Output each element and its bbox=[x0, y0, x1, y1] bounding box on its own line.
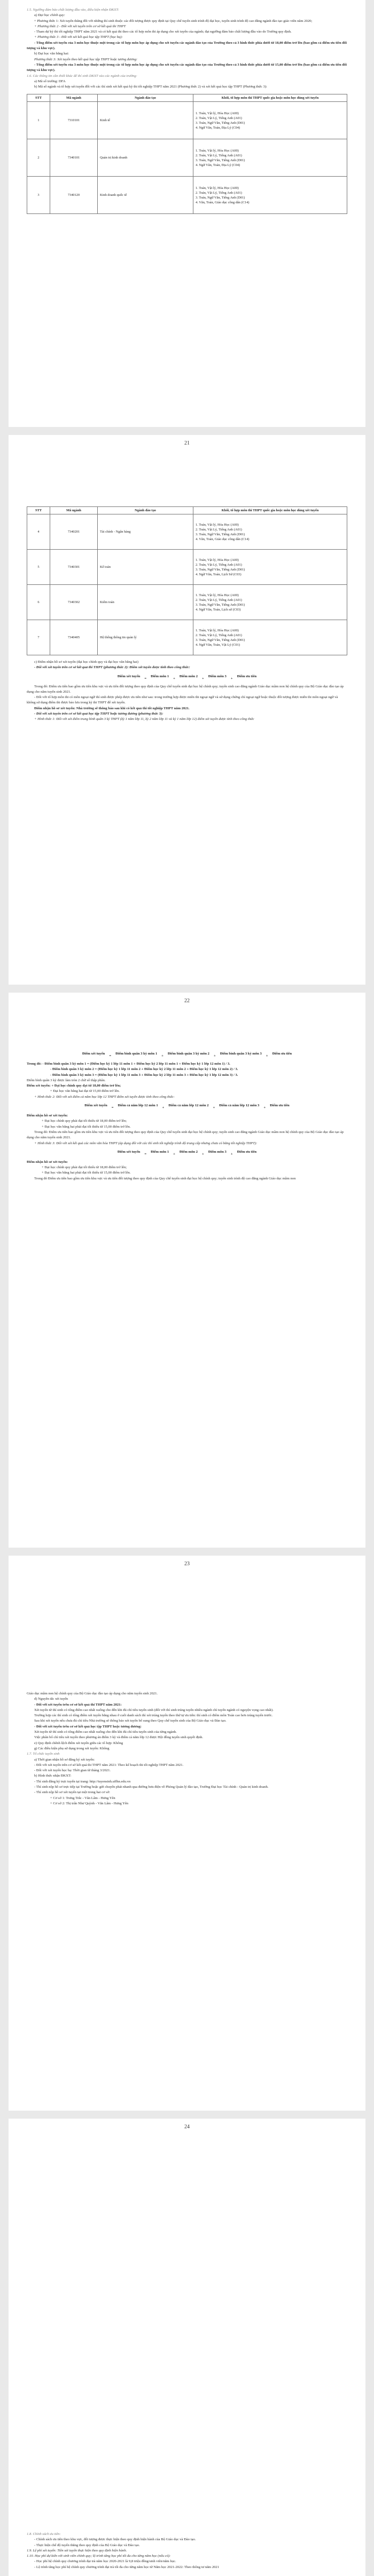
table-cell: Quản trị kinh doanh bbox=[98, 139, 193, 177]
paragraph: Trường hợp các thí sinh có tổng điểm xét tuyển bằng nhau ở cuối danh sách thì xét trúng tuyển theo thứ tự ưu tiên: thí sinh có điểm môn Toán cao hơn trúng tuyển trước. bbox=[34, 1714, 273, 1718]
paragraph: - Điểm bình quân 3 kỳ môn 2 = (Điểm học kỳ 1 lớp 11 môn 2 + Điểm học kỳ 2 lớp 11 môn 2 + Điểm học kỳ 1 lớp 12 môn 2) / 3. bbox=[50, 1067, 238, 1072]
paragraph: d) Nguyên tắc xét tuyển bbox=[34, 1697, 68, 1701]
table-cell: Kế toán bbox=[98, 550, 193, 585]
formula-term bbox=[219, 1103, 259, 1108]
paragraph: + Đại học văn bằng hai đạt từ 15,00 điểm trở lên. bbox=[50, 1089, 120, 1093]
paragraph: - Đối với xét tuyển học bạ: Thời gian từ tháng 3/2021. bbox=[34, 1769, 111, 1773]
formula-operator: + bbox=[202, 676, 204, 680]
combo-line: 2. Toán, Vật Lý, Tiếng Anh (A01) bbox=[196, 562, 242, 567]
formula-term bbox=[84, 1103, 107, 1108]
formula-operator: + bbox=[230, 1152, 233, 1156]
table-cell bbox=[193, 139, 347, 177]
document-page-3 bbox=[9, 993, 365, 1548]
paragraph: - Chính sách ưu tiên theo khu vực, đối tượng được thực hiện theo quy định hiện hành của Bộ Giáo dục và Đào tạo. bbox=[34, 2538, 196, 2542]
combo-line: 2. Toán, Vật Lý, Tiếng Anh (A01) bbox=[196, 153, 242, 157]
paragraph: + Hình thức 2: Đối với xét điểm cả năm học lớp 12 THPT điểm xét tuyển được tính theo công thức: bbox=[34, 1095, 175, 1099]
formula-operator: + bbox=[162, 1106, 165, 1110]
table-header: Ngành đào tạo bbox=[98, 507, 193, 514]
combo-line: 2. Toán, Vật Lý, Tiếng Anh (A01) bbox=[196, 633, 242, 637]
paragraph: 1.10. Học phí dự kiến với sinh viên chính quy; lộ trình tăng học phí tối đa cho từng năm học (nếu có): bbox=[27, 2554, 171, 2558]
paragraph: - Tổng điểm xét tuyển của 3 môn học thuộc một trong các tổ hợp môn học áp dụng cho xét tuyển các ngành đào tạo của Trường theo cả 3 hình thức phía dưới từ 18,00 điểm trở lên (bao gồm cả điểm ưu tiên đối tượng và khu vực). bbox=[27, 41, 347, 51]
formula-operator: = bbox=[111, 1106, 114, 1110]
formula bbox=[27, 1103, 347, 1110]
formula-term bbox=[168, 1103, 208, 1108]
paragraph: Trong đó Điểm ưu tiên bao gồm ưu tiên khu vực và ưu tiên đối tượng theo quy định của Quy chế tuyển sinh đại học hệ chính quy; tuyển sinh trình độ cao đẳng ngành Giáo dục mầm non bbox=[34, 1176, 296, 1180]
paragraph: - Lộ trình tăng học phí hệ chính quy chương trình đại trà tối đa cho từng năm học từ Năm học 2021-2022: Theo thông tư năm 2021 bbox=[34, 2565, 220, 2569]
section-heading: 1.5. Ngưỡng đảm bảo chất lượng đầu vào, điều kiện nhận ĐKXT: bbox=[27, 8, 119, 12]
table-header: Khối, tổ hợp môn thi THPT quốc gia hoặc môn học dùng xét tuyển bbox=[193, 94, 347, 102]
combo-line: 3. Toán, Ngữ Văn, Tiếng Anh (D01) bbox=[196, 195, 245, 200]
paragraph: - Tham dự kỳ thi tốt nghiệp THPT năm 2021 và có kết quả thi theo các tổ hợp môn thi áp dụng cho xét tuyển của ngành; đạt ngưỡng đảm bảo chất lượng đầu vào do Trường quy định. bbox=[34, 30, 292, 34]
table-header: Mã ngành bbox=[50, 94, 98, 102]
table-cell: 7 bbox=[27, 620, 50, 655]
paragraph: Trong đó: - Điểm bình quân 3 kỳ môn 1 = (Điểm học kỳ 1 lớp 11 môn 1 + Điểm học kỳ 2 lớp 11 môn 1 + Điểm học kỳ 1 lớp 12 môn 1) / 3. bbox=[27, 1062, 230, 1066]
combo-line: 1. Toán, Vật lý, Hóa Học (A00) bbox=[196, 111, 239, 115]
table-cell: 7340405 bbox=[50, 620, 98, 655]
table-cell bbox=[193, 102, 347, 139]
page-number: 23 bbox=[184, 1561, 190, 1567]
formula-term bbox=[272, 1051, 292, 1056]
paragraph: - Đối với xét tuyển trên cơ sở kết quả thi THPT năm 2021: Theo kế hoạch thi tốt nghiệp THPT năm 2021. bbox=[34, 1763, 184, 1767]
formula-operator: + bbox=[266, 1054, 268, 1058]
table-row bbox=[27, 585, 347, 620]
formula-term bbox=[118, 1150, 140, 1154]
paragraph: - Thí sinh nộp hồ sơ trực tiếp tại Trường hoặc gửi chuyển phát nhanh qua đường bưu điện về Phòng Quản lý đào tạo, Trường Đại học Tài chính - Quản trị kinh doanh. bbox=[34, 1785, 269, 1789]
table-row bbox=[27, 102, 347, 139]
combo-line: 1. Toán, Vật lý, Hóa Học (A00) bbox=[196, 593, 239, 597]
paragraph: + Phương thức 1: Xét tuyển thẳng đối với những thí sinh thuộc các đối tượng được quy định tại Quy chế tuyển sinh trình độ đại học, tuyển sinh trình độ cao đẳng ngành đào tạo giáo viên năm 2020; bbox=[34, 19, 313, 23]
formula-term-label: Điểm xét tuyển bbox=[84, 1104, 107, 1108]
paragraph: e) Quy định chênh lệch điểm xét tuyển giữa các tổ hợp: Không bbox=[34, 1741, 123, 1745]
paragraph: - Thực hiện chế độ tuyển thẳng theo quy định của Bộ Giáo dục và Đào tạo. bbox=[34, 2543, 140, 2547]
paragraph: + Đại học văn bằng hai phải đạt tối thiểu từ 15,00 điểm trở lên. bbox=[42, 1124, 131, 1129]
paragraph: + Phương thức 2 - Đối với xét tuyển trên cơ sở kết quả thi THPT bbox=[34, 24, 126, 28]
paragraph: c) Điểm nhận hồ sơ xét tuyển (đại học chính quy và đại học văn bằng hai) bbox=[34, 660, 139, 664]
formula-term-label: Điểm môn 3 bbox=[208, 1150, 227, 1154]
formula-term bbox=[151, 674, 169, 679]
table-row bbox=[27, 177, 347, 214]
combo-line: 4. Ngữ Văn, Toán, Lịch sử (C03) bbox=[196, 607, 241, 612]
paragraph: Phương thức 3: Xét tuyển theo kết quả học tập THPT hoặc tương đương: bbox=[34, 57, 138, 61]
formula-term bbox=[151, 1150, 169, 1154]
formula-operator: + bbox=[263, 1106, 266, 1110]
combo-line: 1. Toán, Vật lý, Hóa Học (A00) bbox=[196, 522, 239, 527]
table-cell: 7340302 bbox=[50, 585, 98, 620]
paragraph: - Đối với xét tuyển trên cơ sở kết quả thi THPT năm 2021: bbox=[34, 1702, 122, 1707]
paragraph: + Phương thức 3 - Đối với xét kết quả học tập THPT (học bạ): bbox=[34, 35, 123, 39]
paragraph: g) Các điều kiện phụ sử dụng trong xét tuyển: Không bbox=[34, 1746, 110, 1750]
formula-term-label: Điểm môn 1 bbox=[151, 1150, 169, 1154]
majors-table bbox=[27, 94, 347, 214]
paragraph: - Đối với tổ hợp môn thi có môn ngoại ngữ thí sinh được phép được ưu tiên như sau: trong trường hợp được miễn thi ngoại ngữ và sử dụng chứng chỉ ngoại ngữ hoặc thuộc đối tượng được miễn thi môn ngoại ngữ và không sử dụng điểm thi được bảo lưu trong kỳ thi THPT để xét tuyển. bbox=[27, 695, 338, 705]
table-cell bbox=[193, 585, 347, 620]
formula-term-label: Điểm môn 2 bbox=[179, 1150, 198, 1154]
formula-term bbox=[208, 674, 227, 679]
combo-line: 1. Toán, Vật lý, Hóa Học (A00) bbox=[196, 148, 239, 153]
formula-term bbox=[270, 1103, 290, 1108]
combo-line: 1. Toán, Vật lý, Hóa Học (A00) bbox=[196, 186, 239, 190]
formula-term-label: Điểm cả năm lớp 12 môn 3 bbox=[219, 1104, 260, 1108]
table-cell: 5 bbox=[27, 550, 50, 585]
combo-line: 2. Toán, Vật Lý, Tiếng Anh (A01) bbox=[196, 116, 242, 120]
formula-term-label: Điểm xét tuyển bbox=[117, 1150, 141, 1154]
paragraph: + Cơ sở 1: Trưng Trắc - Văn Lâm - Hưng Yên bbox=[50, 1796, 115, 1800]
paragraph: Điểm xét tuyển: + Đại học chính quy đạt từ 18,00 điểm trở lên; bbox=[27, 1084, 121, 1088]
page-number: 22 bbox=[184, 998, 190, 1004]
table-row bbox=[27, 139, 347, 177]
paragraph: a) Thời gian nhận hồ sơ đăng ký xét tuyển: bbox=[34, 1757, 95, 1762]
table-header: Mã ngành bbox=[50, 507, 98, 514]
paragraph: - Học phí hệ chính quy chương trình đại trà năm học 2020-2021 là 9,8 triệu đồng/sinh viên/năm học. bbox=[34, 2559, 176, 2564]
paragraph: Việc phân bổ chỉ tiêu xét tuyển theo phương án điểm 3 kỳ và điểm cả năm lớp 12 được Hội đồng tuyển sinh quyết định. bbox=[34, 1735, 204, 1740]
formula-term-label: Điểm ưu tiên bbox=[237, 1150, 257, 1154]
table-cell: Kinh tế bbox=[98, 102, 193, 139]
paragraph: Điểm nhận hồ sơ xét tuyển: bbox=[27, 1160, 68, 1164]
table-header: Ngành đào tạo bbox=[98, 94, 193, 102]
paragraph: b) Hình thức nhận ĐKXT: bbox=[34, 1774, 72, 1778]
formula-operator: = bbox=[109, 1054, 112, 1058]
table-cell: 7340201 bbox=[50, 514, 98, 550]
table-cell: 6 bbox=[27, 585, 50, 620]
combo-line: 4. Văn, Toán, Giáo dục công dân (C14) bbox=[196, 537, 250, 541]
combo-line: 4. Văn, Toán, Giáo dục công dân (C14) bbox=[196, 200, 250, 204]
table-cell: 7340301 bbox=[50, 550, 98, 585]
combo-line: 3. Toán, Ngữ Văn, Tiếng Anh (D01) bbox=[196, 567, 245, 572]
paragraph: a) Đại học chính quy: bbox=[34, 13, 65, 18]
section-heading: 1.8. Chính sách ưu tiên: bbox=[27, 2532, 61, 2536]
formula-term-label: Điểm bình quân 3 kỳ môn 3 bbox=[220, 1052, 262, 1056]
section-heading: 1.6. Các thông tin cần thiết khác để thí sinh DKXT vào các ngành của trường: bbox=[27, 74, 137, 78]
formula bbox=[27, 1051, 347, 1058]
table-cell: Tài chính - Ngân hàng bbox=[98, 514, 193, 550]
paragraph: Trong đó: Điểm ưu tiên bao gồm ưu tiên khu vực và ưu tiên đối tượng theo quy định của Quy chế tuyển sinh đại học hệ chính quy; tuyển sinh cao đẳng ngành Giáo dục mầm non hệ chính quy của Bộ Giáo dục đào tạo áp dụng cho năm tuyển sinh 2021. bbox=[27, 684, 344, 694]
table-header: STT bbox=[27, 507, 50, 514]
paragraph: + Hình thức 1: Đối với xét điểm trung bình quân 3 kỳ THPT (kỳ 1 năm lớp 11, kỳ 2 năm lớp 11 và kỳ 1 năm lớp 12) điểm xét tuyển được tính theo công thức bbox=[34, 717, 254, 722]
formula-term-label: Điểm cả năm lớp 12 môn 1 bbox=[118, 1104, 158, 1108]
formula-term-label: Điểm môn 2 bbox=[179, 674, 198, 678]
paragraph: Xét tuyển từ thí sinh có tổng điểm cao nhất xuống cho đến khi đủ chỉ tiêu tuyển sinh (đối với thí sinh trúng tuyển nhiều ngành chỉ tuyển ngành có nguyện vọng cao nhất). bbox=[34, 1708, 274, 1712]
formula-term-label: Điểm ưu tiên bbox=[237, 674, 257, 678]
formula-operator: + bbox=[202, 1152, 204, 1156]
document-page-1 bbox=[9, 0, 365, 427]
combo-line: 3. Toán, Ngữ Văn, Tiếng Anh (D01) bbox=[196, 603, 245, 607]
formula-operator: = bbox=[144, 676, 147, 680]
formula-term-label: Điểm môn 3 bbox=[208, 674, 227, 678]
table-cell: 7340120 bbox=[50, 177, 98, 214]
paragraph: + Đại học chính quy phải đạt tối thiểu từ 18,00 điểm trở lên; bbox=[42, 1119, 127, 1123]
formula-term-label: Điểm ưu tiên bbox=[270, 1104, 290, 1108]
formula-operator: = bbox=[144, 1152, 147, 1156]
paragraph: Trong đó: Điểm ưu tiên bao gồm ưu tiên khu vực và ưu tiên đối tượng theo quy định của Quy chế tuyển sinh đại học hệ chính quy; tuyển sinh cao đẳng ngành Giáo dục mầm non hệ chính quy của Bộ Giáo dục đào tạo áp dụng cho năm tuyển sinh 2021. bbox=[27, 1130, 344, 1140]
table-cell: 2 bbox=[27, 139, 50, 177]
paragraph: Xét tuyển từ thí sinh có tổng điểm cao nhất xuống cho đến khi đủ chỉ tiêu tuyển sinh của từng ngành. bbox=[34, 1730, 177, 1734]
combo-line: 3. Toán, Ngữ Văn, Tiếng Anh (D01) bbox=[196, 638, 245, 642]
formula-term bbox=[82, 1051, 105, 1056]
combo-line: 2. Toán, Vật Lý, Tiếng Anh (A01) bbox=[196, 191, 242, 195]
paragraph: - Tổng điểm xét tuyển của 3 môn học thuộc một trong các tổ hợp môn học áp dụng cho xét tuyển các ngành đào tạo của Trường theo cả 3 hình thức phía dưới từ 15,00 điểm trở lên (bao gồm cả điểm ưu tiên đối tượng và khu vực). bbox=[27, 62, 347, 73]
combo-line: 4. Ngữ Văn, Toán, Địa Lý (C04) bbox=[196, 163, 240, 167]
formula-term-label: Điểm bình quân 3 kỳ môn 2 bbox=[167, 1052, 209, 1056]
formula-term-label: Điểm cả năm lớp 12 môn 2 bbox=[168, 1104, 209, 1108]
section-heading: 1.7. Tổ chức tuyển sinh bbox=[27, 1752, 60, 1756]
table-cell: Kiểm toán bbox=[98, 585, 193, 620]
paragraph: b) Mã số ngành và tổ hợp xét tuyển đối với các thí sinh xét kết quả kỳ thi tốt nghiệp THPT năm 2021 (Phương thức 2) và xét kết quả học tập THPT (Phương thức 3): bbox=[34, 85, 267, 89]
combo-line: 4. Ngữ Văn, Toán, Địa Lý (C04) bbox=[196, 125, 240, 130]
formula-term bbox=[118, 674, 140, 679]
combo-line: 1. Toán, Vật lý, Hóa Học (A00) bbox=[196, 628, 239, 632]
formula-term bbox=[118, 1103, 158, 1108]
paragraph: Điểm bình quân 3 kỳ được làm tròn 2 chữ số thập phân. bbox=[27, 1078, 106, 1082]
paragraph: - Điểm bình quân 3 kỳ môn 3 = (Điểm học kỳ 1 lớp 11 môn 3 + Điểm học kỳ 2 lớp 11 môn 3 + Điểm học kỳ 1 lớp 12 môn 3) / 3. bbox=[50, 1073, 238, 1077]
formula-term bbox=[180, 1150, 198, 1154]
paragraph: + Cơ sở 2: Thị trấn Như Quỳnh - Văn Lâm - Hưng Yên bbox=[50, 1801, 129, 1805]
table-cell: 3 bbox=[27, 177, 50, 214]
formula-term bbox=[180, 674, 198, 679]
combo-line: 3. Toán, Ngữ Văn, Tiếng Anh (D01) bbox=[196, 158, 245, 162]
paragraph: - Thí sinh nộp hồ sơ xét tuyển tại một trong hai cơ sở: bbox=[34, 1790, 111, 1795]
formula-operator: + bbox=[161, 1054, 163, 1058]
table-header: STT bbox=[27, 94, 50, 102]
combo-line: 2. Toán, Vật Lý, Tiếng Anh (A01) bbox=[196, 527, 242, 532]
formula-term bbox=[237, 1150, 257, 1154]
formula-term-label: Điểm ưu tiên bbox=[272, 1052, 292, 1056]
formula-operator: + bbox=[230, 676, 233, 680]
document-page-4 bbox=[9, 1556, 365, 2111]
formula-term-label: Điểm bình quân 3 kỳ môn 1 bbox=[115, 1052, 158, 1056]
formula-operator: + bbox=[213, 1054, 216, 1058]
paragraph: a) Mã số trường: DFA bbox=[34, 79, 66, 83]
formula-term bbox=[208, 1150, 227, 1154]
paragraph: b) Đại học văn bằng hai: bbox=[34, 52, 69, 56]
formula bbox=[27, 674, 347, 681]
table-row bbox=[27, 620, 347, 655]
table-header: Khối, tổ hợp môn thi THPT quốc gia hoặc môn học dùng xét tuyển bbox=[193, 507, 347, 514]
combo-line: 4. Ngữ Văn, Toán, Vật Lý (C01) bbox=[196, 643, 240, 647]
formula-term bbox=[237, 674, 257, 679]
table-cell: 7310101 bbox=[50, 102, 98, 139]
table-row bbox=[27, 514, 347, 550]
table-cell: Hệ thống thông tin quản lý bbox=[98, 620, 193, 655]
table-cell: 7340101 bbox=[50, 139, 98, 177]
table-cell bbox=[193, 620, 347, 655]
table-cell: 4 bbox=[27, 514, 50, 550]
document-page-2 bbox=[9, 435, 365, 985]
paragraph: - Đối với xét tuyển trên cơ sở kết quả học tập THPT hoặc tương đương: bbox=[34, 1724, 142, 1729]
table-cell bbox=[193, 514, 347, 550]
page-number: 24 bbox=[184, 2124, 190, 2130]
table-cell bbox=[193, 177, 347, 214]
table-cell: 1 bbox=[27, 102, 50, 139]
paragraph: 1.9. Lệ phí xét tuyển: Tiền xét tuyển thực hiện theo quy định hiện hành. bbox=[27, 2548, 127, 2553]
paragraph: + Hình thức 3: Đối với xét kết quả các môn văn hóa THPT (áp dụng đối với các thí sinh tốt nghiệp trình độ trung cấp nhưng chưa có bằng tốt nghiệp THPT): bbox=[34, 1141, 258, 1145]
combo-line: 2. Toán, Vật Lý, Tiếng Anh (A01) bbox=[196, 598, 242, 602]
paragraph: + Đại học chính quy phải đạt tối thiểu từ 18,00 điểm trở lên; bbox=[42, 1166, 127, 1170]
combo-line: 4. Ngữ Văn, Toán, Lịch Sử (C03) bbox=[196, 572, 241, 576]
paragraph: - Đối với xét tuyển trên cơ sở kết quả thi THPT (phương thức 2): Điểm xét tuyển được tính theo công thức: bbox=[34, 665, 190, 670]
paragraph: - Thí sinh đăng ký trực tuyến tại trang: http://tuyensinh.uffhn.edu.vn bbox=[34, 1779, 131, 1784]
formula-operator: + bbox=[173, 1152, 175, 1156]
page-number: 21 bbox=[184, 440, 190, 446]
formula-term bbox=[115, 1051, 157, 1056]
formula-term-label: Điểm môn 1 bbox=[151, 674, 169, 678]
formula-term bbox=[168, 1051, 209, 1056]
table-cell bbox=[193, 550, 347, 585]
paragraph: - Đối với xét tuyển trên cơ sở kết quả học tập THPT hoặc tương đương (phương thức 3): bbox=[34, 712, 163, 716]
table-cell: Kinh doanh quốc tế bbox=[98, 177, 193, 214]
combo-line: 3. Toán, Ngữ Văn, Tiếng Anh (D01) bbox=[196, 532, 245, 536]
paragraph: Giáo dục mầm non hệ chính quy của Bộ Giáo dục đào tạo áp dụng cho năm tuyển sinh 2021. bbox=[27, 1692, 158, 1695]
formula-term-label: Điểm xét tuyển bbox=[82, 1052, 105, 1056]
formula-term-label: Điểm xét tuyển bbox=[117, 674, 141, 678]
document-page-5 bbox=[9, 2119, 365, 2576]
formula bbox=[27, 1150, 347, 1156]
majors-table bbox=[27, 506, 347, 655]
paragraph: + Đại học văn bằng hai phải đạt tối thiểu từ 15,00 điểm trở lên. bbox=[42, 1171, 131, 1175]
paragraph: Sau khi xét tuyển nếu chưa đủ chỉ tiêu Nhà trường sẽ thông báo xét tuyển bổ sung theo Quy chế tuyển sinh của Bộ Giáo dục và Đào tạo. bbox=[34, 1719, 227, 1723]
paragraph: Điểm nhận hồ sơ xét tuyển: Nhà trường sẽ thông báo sau khi có kết quả thi tốt nghiệp THPT năm 2021. bbox=[34, 706, 190, 710]
formula-operator: + bbox=[173, 676, 175, 680]
formula-term bbox=[220, 1051, 262, 1056]
table-row bbox=[27, 550, 347, 585]
formula-operator: + bbox=[213, 1106, 215, 1110]
combo-line: 1. Toán, Vật lý, Hóa Học (A00) bbox=[196, 558, 239, 562]
paragraph: Điểm nhận hồ sơ xét tuyển: bbox=[27, 1114, 68, 1118]
combo-line: 3. Toán, Ngữ Văn, Tiếng Anh (D01) bbox=[196, 121, 245, 125]
